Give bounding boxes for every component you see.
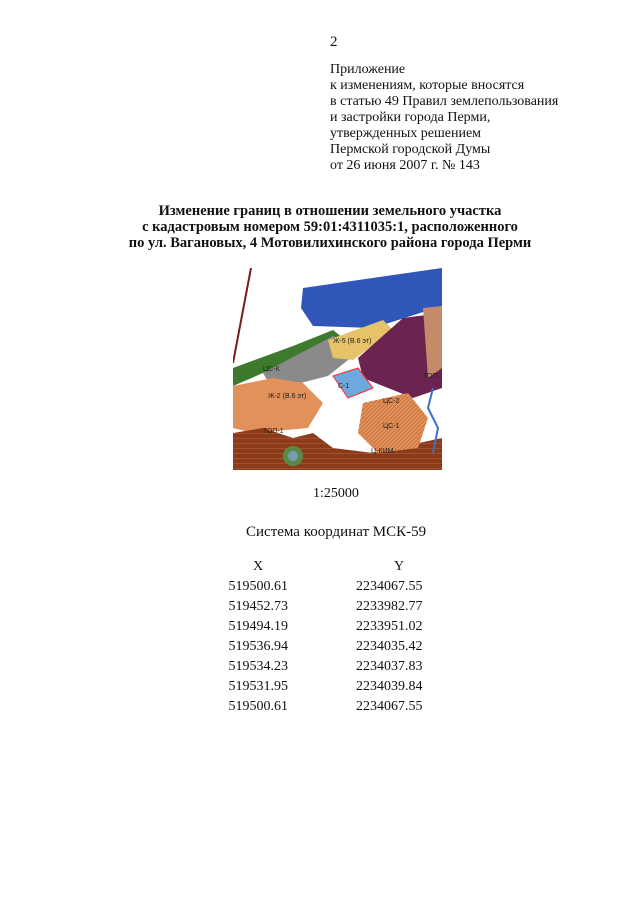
map-label: ТОП-1 [263, 428, 284, 435]
coord-x: 519531.95 [228, 679, 288, 694]
map-label: ЦС-1 [383, 423, 400, 430]
document-title [110, 203, 550, 251]
appendix-line: и застройки города Перми, [330, 110, 491, 125]
coord-y: 2234067.55 [356, 699, 423, 714]
title-line: Изменение границ в отношении земельного участка [158, 203, 502, 219]
title-line: с кадастровым номером 59:01:4311035:1, расположенного [142, 219, 518, 235]
coord-x: 519534.23 [228, 659, 288, 674]
table-row [228, 677, 442, 697]
coord-x: 519500.61 [228, 699, 288, 714]
appendix-note [330, 62, 558, 174]
map-label: ЦС-К [263, 366, 280, 373]
coord-y: 2233951.02 [356, 619, 423, 634]
zoning-map [233, 268, 442, 470]
coord-y: 2234067.55 [356, 579, 423, 594]
column-header-y: Y [393, 558, 405, 574]
title-line: по ул. Вагановых, 4 Мотовилихинского района города Перми [128, 235, 532, 251]
coord-x: 519500.61 [228, 579, 288, 594]
map-label: Ж-2 (В.6 эт) [268, 393, 307, 400]
table-row [228, 577, 442, 597]
appendix-line: Приложение [330, 62, 406, 77]
map-label: Ц-КИМ [371, 448, 394, 455]
coord-x: 519494.19 [228, 619, 288, 634]
page-number: 2 [330, 34, 338, 50]
coordinates-table [228, 556, 442, 717]
table-header [228, 556, 442, 577]
coord-y: 2234039.84 [356, 679, 423, 694]
coord-x: 519452.73 [228, 599, 288, 614]
column-header-x: X [252, 558, 264, 574]
table-row [228, 697, 442, 717]
map-label: Ж-5 (В.6 эт) [333, 338, 372, 345]
appendix-line: Пермской городской Думы [330, 142, 491, 157]
pond-water [288, 451, 298, 461]
table-row [228, 617, 442, 637]
table-row [228, 637, 442, 657]
coordinate-system: Система координат МСК-59 [246, 524, 427, 540]
coord-y: 2234037.83 [356, 659, 423, 674]
coord-x: 519536.94 [228, 639, 288, 654]
map-label: ТОП [423, 373, 438, 380]
coord-y: 2234035.42 [356, 639, 423, 654]
map-scale: 1:25000 [313, 486, 359, 501]
zoning-map-graphic [233, 268, 442, 470]
appendix-line: утвержденных решением [330, 126, 482, 141]
appendix-line: от 26 июня 2007 г. № 143 [330, 158, 480, 173]
appendix-line: к изменениям, которые вносятся [330, 78, 525, 93]
appendix-line: в статью 49 Правил землепользования [330, 94, 559, 109]
map-label: С-1 [338, 383, 350, 390]
table-row [228, 597, 442, 617]
map-label: ЦС-2 [383, 398, 400, 405]
coord-y: 2233982.77 [356, 599, 423, 614]
table-row [228, 657, 442, 677]
